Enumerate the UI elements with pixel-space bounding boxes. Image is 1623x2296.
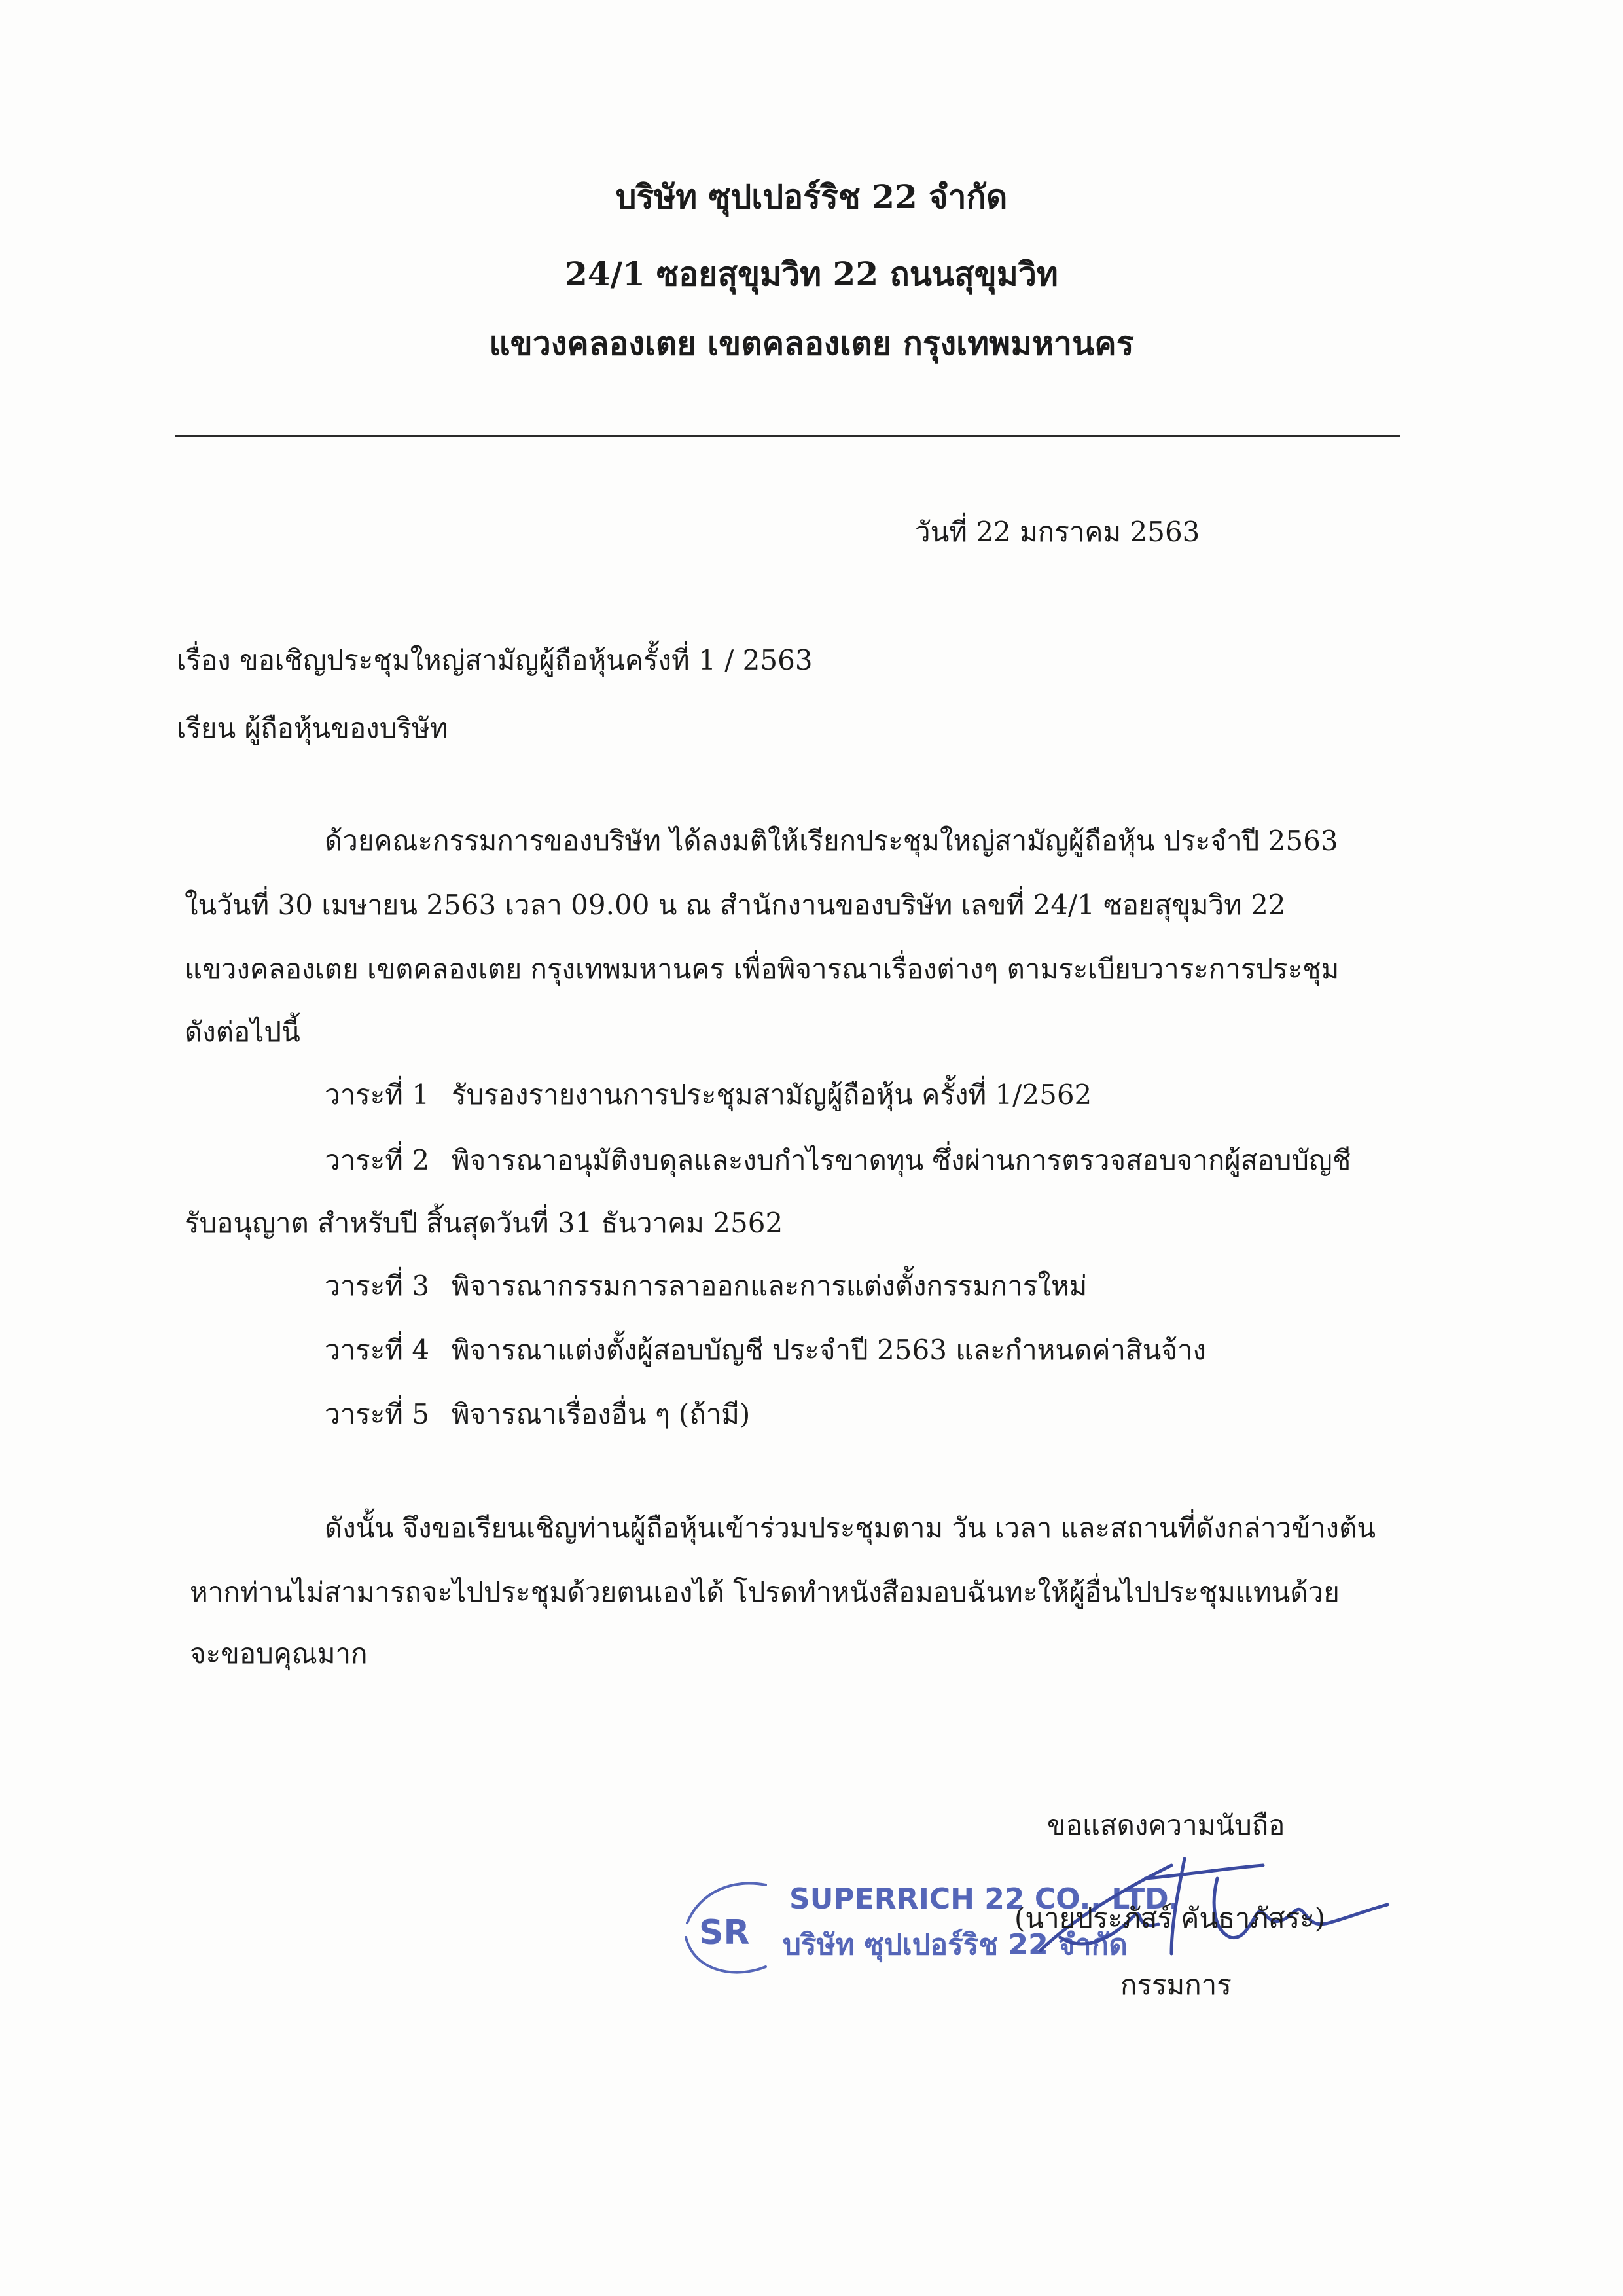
agenda-number: วาระที่ 4 [325,1334,430,1366]
company-name: บริษัท ซุปเปอร์ริช 22 จำกัด [615,177,1008,216]
agenda-text: รับรองรายงานการประชุมสามัญผู้ถือหุ้น ครั้งที่ 1/2562 [452,1079,1092,1111]
agenda-number: วาระที่ 3 [325,1270,430,1302]
address-line-2: แขวงคลองเตย เขตคลองเตย กรุงเทพมหานคร [489,324,1134,363]
agenda-text: พิจารณาอนุมัติงบดุลและงบกำไรขาดทุน ซึ่งผ่านการตรวจสอบจากผู้สอบบัญชี [452,1144,1351,1176]
agenda-text: พิจารณาแต่งตั้งผู้สอบบัญชี ประจำปี 2563 และกำหนดค่าสินจ้าง [452,1334,1207,1366]
agenda-number: วาระที่ 2 [325,1144,430,1176]
stamp-name-thai: บริษัท ซุปเปอร์ริช 22 จำกัด [783,1928,1128,1962]
header-divider [175,435,1400,437]
body-line-2: ในวันที่ 30 เมษายน 2563 เวลา 09.00 น ณ สำนักงานของบริษัท เลขที่ 24/1 ซอยสุขุมวิท 22 [185,889,1286,921]
letter-date: วันที่ 22 มกราคม 2563 [915,516,1200,548]
stamp-name-english: SUPERRICH 22 CO., LTD. [789,1882,1180,1916]
agenda-number: วาระที่ 5 [325,1398,430,1430]
closing-line-2: หากท่านไม่สามารถจะไปประชุมด้วยตนเองได้ โปรดทำหนังสือมอบฉันทะให้ผู้อื่นไปประชุมแทนด้วย [190,1576,1340,1608]
closing-line-1: ดังนั้น จึงขอเรียนเชิญท่านผู้ถือหุ้นเข้าร่วมประชุมตาม วัน เวลา และสถานที่ดังกล่าวข้างต้น [325,1512,1376,1544]
closing-line-3: จะขอบคุณมาก [190,1638,368,1670]
stamp-logo: SR [699,1913,750,1952]
letter-subject: เรื่อง ขอเชิญประชุมใหญ่สามัญผู้ถือหุ้นครั้งที่ 1 / 2563 [177,644,813,676]
address-line-1: 24/1 ซอยสุขุมวิท 22 ถนนสุขุมวิท [565,255,1058,293]
signatory-title: กรรมการ [1120,1969,1232,2001]
signatory-name: (นายประภัสร์ คันธาภัสระ) [1014,1902,1326,1934]
signoff: ขอแสดงความนับถือ [1047,1809,1285,1841]
agenda-text: พิจารณากรรมการลาออกและการแต่งตั้งกรรมการใหม่ [452,1270,1088,1302]
letter-recipient: เรียน ผู้ถือหุ้นของบริษัท [177,712,448,744]
agenda-text: พิจารณาเรื่องอื่น ๆ (ถ้ามี) [452,1398,751,1430]
body-line-3: แขวงคลองเตย เขตคลองเตย กรุงเทพมหานคร เพื่อพิจารณาเรื่องต่างๆ ตามระเบียบวาระการประชุม [185,953,1340,985]
body-line-4: ดังต่อไปนี้ [185,1016,300,1048]
agenda-number: วาระที่ 1 [325,1079,430,1111]
agenda-text-continued: รับอนุญาต สำหรับปี สิ้นสุดวันที่ 31 ธันวาคม 2562 [185,1207,783,1239]
body-line-1: ด้วยคณะกรรมการของบริษัท ได้ลงมติให้เรียกประชุมใหญ่สามัญผู้ถือหุ้น ประจำปี 2563 [325,825,1338,857]
